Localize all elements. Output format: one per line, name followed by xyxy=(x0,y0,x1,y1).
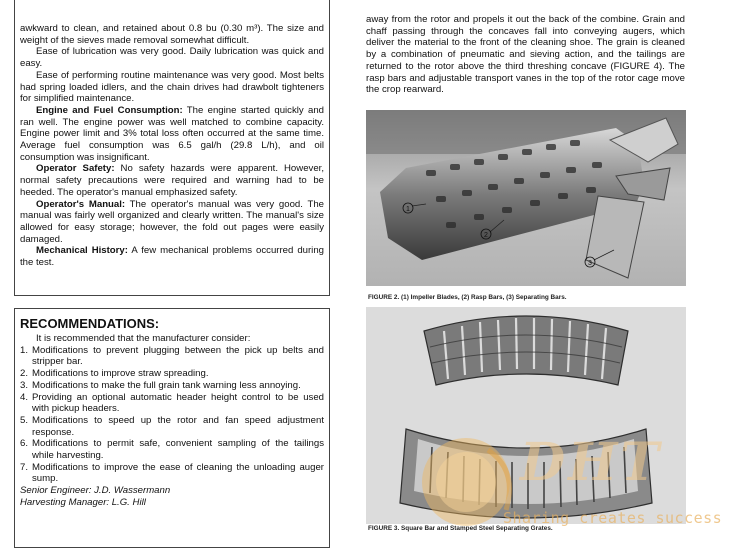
list-item xyxy=(20,380,324,392)
callout-1: 1 xyxy=(406,206,410,213)
list-item xyxy=(20,345,324,368)
rotor-photo xyxy=(366,110,686,286)
manual-text: The operator's manual was very good. The manual was fairly well organized and clearly written. The manual's size allowed for easy storage; however, the fold out pages were easily damaged. xyxy=(20,198,324,245)
item-number: 1. xyxy=(20,344,29,356)
callout-2: 2 xyxy=(484,232,488,239)
manual-heading: Operator's Manual: xyxy=(36,198,126,210)
harvesting-manager: Harvesting Manager: L.G. Hill xyxy=(20,496,146,508)
watermark-text: Sharing creates success xyxy=(503,509,723,527)
test-results-box xyxy=(14,0,330,296)
recommendations-box xyxy=(14,308,330,548)
grates-photo xyxy=(366,307,686,524)
history-paragraph xyxy=(20,245,324,268)
item-text: Modifications to make the full grain tank warning less annoying. xyxy=(32,379,301,391)
recommendations-title: RECOMMENDATIONS: xyxy=(20,316,160,331)
rotor-description xyxy=(366,14,685,96)
engine-paragraph xyxy=(20,105,324,164)
safety-paragraph xyxy=(20,163,324,198)
lubrication-paragraph: Ease of lubrication was very good. Daily lubrication was quick and easy. xyxy=(20,46,324,70)
watermark-word: DHT xyxy=(520,432,662,493)
item-text: Providing an optional automatic header height control to be used with pickup headers. xyxy=(32,391,324,415)
item-number: 4. xyxy=(20,391,29,403)
rotor-paragraph: away from the rotor and propels it out the back of the combine. Grain and chaff passing through the concaves fall into conveying augers, which deliver the material to the front of the cleaning shoe. The grain is cleaned by a combination of pneumatic and sieving action, and the tailings are returned to the rotor above the third threshing concave (FIGURE 4). The rasp bars and adjustable transport vanes in the top of the rotor cage move the crop rearward. xyxy=(366,14,685,96)
history-text: A few mechanical problems occurred during the test. xyxy=(20,245,324,269)
item-text: Modifications to improve straw spreading. xyxy=(32,368,209,380)
engine-text: The engine started quickly and ran well. The engine power was well matched to combine capacity. Engine power limit and 3% total loss often occurred at the same time. Average fuel consumption was 6.5 gal/h (29.8 L/h), and oil consumption was insignificant. xyxy=(20,104,325,163)
list-item xyxy=(20,438,324,461)
item-number: 6. xyxy=(20,438,29,450)
grates-illustration xyxy=(366,307,686,524)
item-text: Modifications to improve the ease of cleaning the unloading auger sump. xyxy=(32,461,324,485)
item-number: 5. xyxy=(20,414,29,426)
item-number: 3. xyxy=(20,379,29,391)
safety-text: No safety hazards were apparent. However, normal safety precautions were required and warning had to be heeded. The operator's manual emphasized safety. xyxy=(20,163,324,198)
callout-3: 3 xyxy=(588,260,592,267)
recommendations-intro: It is recommended that the manufacturer consider: xyxy=(36,333,251,344)
rotor-illustration xyxy=(366,110,686,286)
list-item xyxy=(20,368,324,380)
item-number: 2. xyxy=(20,368,29,380)
sieve-paragraph: awkward to clean, and retained about 0.8 bu (0.30 m³). The size and weight of the sieves made removal somewhat difficult. xyxy=(20,23,324,46)
senior-engineer: Senior Engineer: J.D. Wassermann xyxy=(20,485,171,497)
list-item xyxy=(20,415,324,438)
figure3-caption: FIGURE 3. Square Bar and Stamped Steel Separating Grates. xyxy=(368,525,553,532)
list-item xyxy=(20,462,324,485)
recommendations-list xyxy=(20,345,324,485)
safety-heading: Operator Safety: xyxy=(36,163,115,175)
manual-paragraph xyxy=(20,199,324,246)
figure2-caption: FIGURE 2. (1) Impeller Blades, (2) Rasp Bars, (3) Separating Bars. xyxy=(368,294,567,301)
item-number: 7. xyxy=(20,461,29,473)
list-item xyxy=(20,392,324,415)
engine-heading: Engine and Fuel Consumption: xyxy=(36,104,183,116)
maintenance-paragraph: Ease of performing routine maintenance was very good. Most belts had spring loaded idlers, and the chain drives had drawbolt tighteners for simplified maintenance. xyxy=(20,69,324,105)
item-text: Modifications to permit safe, convenient sampling of the tailings while harvesting. xyxy=(32,438,324,462)
history-heading: Mechanical History: xyxy=(36,245,128,257)
item-text: Modifications to speed up the rotor and fan speed adjustment response. xyxy=(32,414,324,438)
item-text: Modifications to prevent plugging between the pick up belts and stripper bar. xyxy=(32,344,324,368)
